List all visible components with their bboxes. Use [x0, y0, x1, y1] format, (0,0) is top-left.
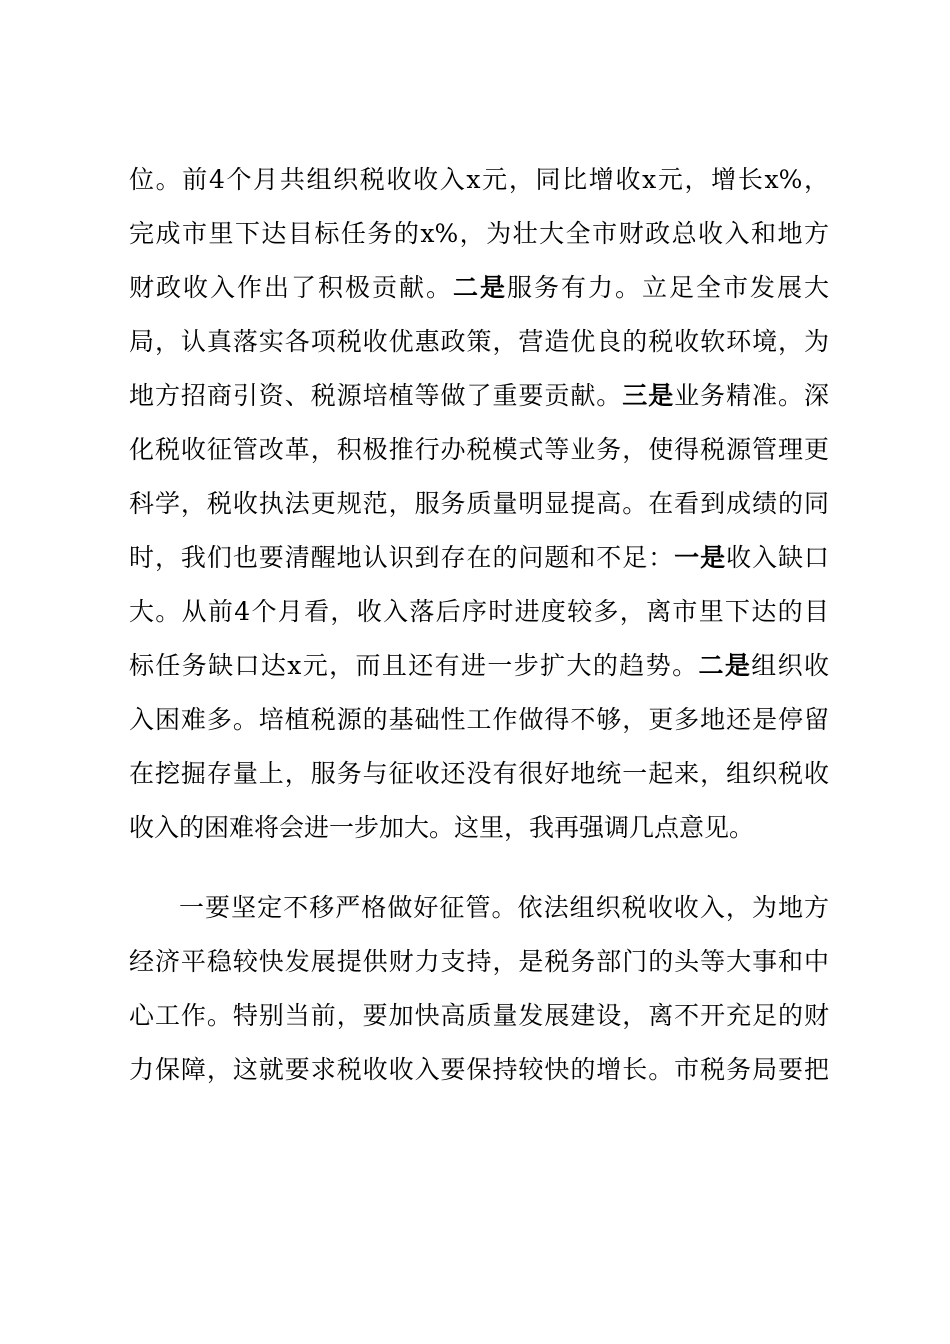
text-line: 时，我们也要清醒地认识到存在的问题和不足：一是收入缺口	[129, 543, 829, 572]
text-line: 经济平稳较快发展提供财力支持，是税务部门的头等大事和中	[129, 947, 829, 976]
text-line: 一要坚定不移严格做好征管。依法组织税收收入，为地方	[179, 893, 829, 922]
text-line: 在挖掘存量上，服务与征收还没有很好地统一起来，组织税收	[129, 759, 829, 788]
text-line: 大。从前4个月看，收入落后序时进度较多，离市里下达的目	[129, 597, 829, 626]
text-line: 标任务缺口达x元，而且还有进一步扩大的趋势。二是组织收	[129, 651, 829, 680]
emphasis-second: 二是	[698, 651, 752, 680]
text-line: 科学，税收执法更规范，服务质量明显提高。在看到成绩的同	[129, 489, 829, 518]
document-body	[129, 153, 829, 1097]
paragraph-spacer	[129, 855, 829, 881]
emphasis-first: 一是	[674, 543, 727, 572]
paragraph-achievements-and-problems	[129, 153, 829, 855]
text-line: 完成市里下达目标任务的x%，为壮大全市财政总收入和地方	[129, 219, 829, 248]
text-line: 入困难多。培植税源的基础性工作做得不够，更多地还是停留	[129, 705, 829, 734]
text-line: 位。前4个月共组织税收收入x元，同比增收x元，增长x%，	[129, 165, 829, 194]
text-line: 局，认真落实各项税收优惠政策，营造优良的税收软环境，为	[129, 327, 829, 356]
paragraph-strict-tax-collection	[129, 881, 829, 1097]
emphasis-second: 二是	[452, 273, 507, 302]
text-line: 地方招商引资、税源培植等做了重要贡献。三是业务精准。深	[129, 381, 829, 410]
text-line: 心工作。特别当前，要加快高质量发展建设，离不开充足的财	[129, 1001, 829, 1030]
text-line: 收入的困难将会进一步加大。这里，我再强调几点意见。	[129, 813, 755, 842]
text-line: 力保障，这就要求税收收入要保持较快的增长。市税务局要把	[129, 1055, 829, 1084]
text-line: 财政收入作出了积极贡献。二是服务有力。立足全市发展大	[129, 273, 829, 302]
text-line: 化税收征管改革，积极推行办税模式等业务，使得税源管理更	[129, 435, 829, 464]
emphasis-third: 三是	[622, 381, 675, 410]
